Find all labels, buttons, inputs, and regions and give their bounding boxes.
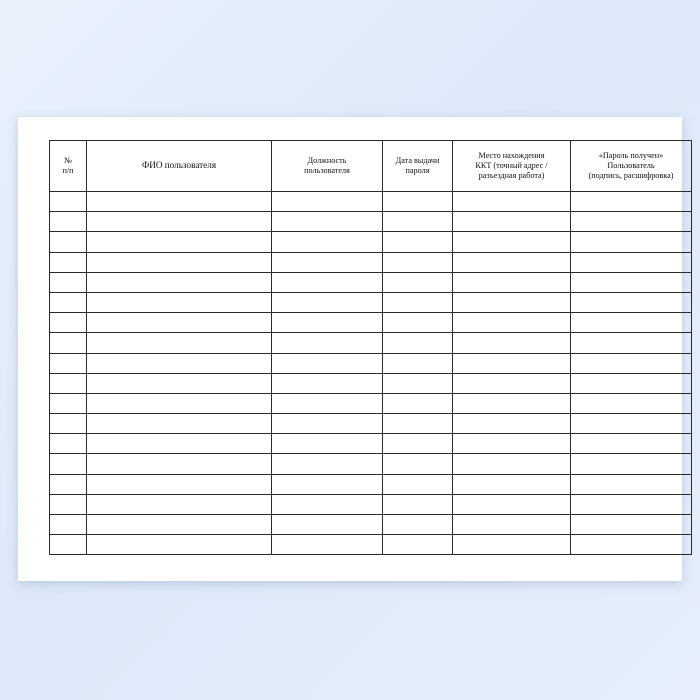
table-cell[interactable]: [383, 232, 453, 252]
table-cell[interactable]: [50, 232, 87, 252]
table-cell[interactable]: [87, 515, 272, 535]
table-cell[interactable]: [383, 373, 453, 393]
table-cell[interactable]: [571, 535, 692, 555]
column-header-full-name: ФИО пользователя: [87, 141, 272, 192]
table-cell[interactable]: [272, 212, 383, 232]
table-cell[interactable]: [571, 414, 692, 434]
table-cell[interactable]: [383, 292, 453, 312]
table-cell[interactable]: [383, 272, 453, 292]
table-cell[interactable]: [50, 373, 87, 393]
table-cell[interactable]: [87, 414, 272, 434]
table-cell[interactable]: [87, 272, 272, 292]
table-cell[interactable]: [272, 414, 383, 434]
table-cell[interactable]: [453, 494, 571, 514]
table-cell[interactable]: [87, 535, 272, 555]
table-row: [50, 474, 692, 494]
table-cell[interactable]: [453, 434, 571, 454]
table-cell[interactable]: [50, 454, 87, 474]
table-row: [50, 494, 692, 514]
table-row: [50, 333, 692, 353]
table-cell[interactable]: [383, 333, 453, 353]
table-row: [50, 393, 692, 413]
table-cell[interactable]: [453, 373, 571, 393]
table-cell[interactable]: [571, 434, 692, 454]
table-cell[interactable]: [383, 454, 453, 474]
table-cell[interactable]: [87, 373, 272, 393]
table-cell[interactable]: [571, 393, 692, 413]
table-cell[interactable]: [50, 434, 87, 454]
table-cell[interactable]: [50, 515, 87, 535]
table-row: [50, 192, 692, 212]
table-cell[interactable]: [453, 333, 571, 353]
table-cell[interactable]: [87, 212, 272, 232]
table-header: [50, 141, 692, 192]
table-cell[interactable]: [50, 333, 87, 353]
table-cell[interactable]: [383, 192, 453, 212]
table-row: [50, 515, 692, 535]
table-cell[interactable]: [272, 434, 383, 454]
table-cell[interactable]: [272, 292, 383, 312]
table-row: [50, 212, 692, 232]
table-cell[interactable]: [453, 192, 571, 212]
table-cell[interactable]: [453, 292, 571, 312]
table-cell[interactable]: [50, 535, 87, 555]
table-cell[interactable]: [571, 212, 692, 232]
table-cell[interactable]: [272, 454, 383, 474]
table-cell[interactable]: [87, 232, 272, 252]
table-cell[interactable]: [383, 535, 453, 555]
table-cell[interactable]: [383, 212, 453, 232]
table-cell[interactable]: [383, 434, 453, 454]
table-cell[interactable]: [50, 474, 87, 494]
table-cell[interactable]: [453, 212, 571, 232]
table-cell[interactable]: [272, 272, 383, 292]
table-cell[interactable]: [571, 454, 692, 474]
table-cell[interactable]: [383, 494, 453, 514]
table-cell[interactable]: [50, 353, 87, 373]
table-cell[interactable]: [571, 373, 692, 393]
table-cell[interactable]: [453, 414, 571, 434]
table-cell[interactable]: [50, 313, 87, 333]
table-cell[interactable]: [383, 393, 453, 413]
column-header-number: № п/п: [50, 141, 87, 192]
table-cell[interactable]: [272, 474, 383, 494]
table-header-row: [50, 141, 692, 192]
table-cell[interactable]: [453, 515, 571, 535]
column-header-issue-date: Дата выдачи пароля: [383, 141, 453, 192]
table-cell[interactable]: [272, 535, 383, 555]
table-cell[interactable]: [571, 494, 692, 514]
table-cell[interactable]: [453, 393, 571, 413]
table-cell[interactable]: [87, 393, 272, 413]
table-cell[interactable]: [87, 353, 272, 373]
table-cell[interactable]: [87, 292, 272, 312]
table-cell[interactable]: [272, 232, 383, 252]
table-cell[interactable]: [453, 535, 571, 555]
table-cell[interactable]: [383, 313, 453, 333]
table-row: [50, 252, 692, 272]
table-cell[interactable]: [87, 313, 272, 333]
table-row: [50, 353, 692, 373]
table-cell[interactable]: [272, 393, 383, 413]
table-cell[interactable]: [453, 454, 571, 474]
table-cell[interactable]: [272, 515, 383, 535]
table-cell[interactable]: [571, 333, 692, 353]
table-cell[interactable]: [571, 192, 692, 212]
table-cell[interactable]: [50, 272, 87, 292]
table-cell[interactable]: [272, 333, 383, 353]
table-cell[interactable]: [272, 252, 383, 272]
table-cell[interactable]: [272, 373, 383, 393]
table-row: [50, 292, 692, 312]
table-cell[interactable]: [383, 414, 453, 434]
table-cell[interactable]: [87, 192, 272, 212]
column-header-position: Должность пользователя: [272, 141, 383, 192]
table-row: [50, 313, 692, 333]
table-cell[interactable]: [571, 353, 692, 373]
table-cell[interactable]: [87, 454, 272, 474]
table-row: [50, 535, 692, 555]
table-cell[interactable]: [571, 474, 692, 494]
table-cell[interactable]: [87, 333, 272, 353]
table-cell[interactable]: [571, 272, 692, 292]
table-cell[interactable]: [87, 434, 272, 454]
table-cell[interactable]: [571, 232, 692, 252]
column-header-location: Место нахождения ККТ (точный адрес / разъездная работа): [453, 141, 571, 192]
table-row: [50, 232, 692, 252]
table-cell[interactable]: [50, 212, 87, 232]
register-table: [49, 140, 692, 555]
table-cell[interactable]: [571, 313, 692, 333]
table-cell[interactable]: [383, 515, 453, 535]
table-cell[interactable]: [87, 252, 272, 272]
table-row: [50, 272, 692, 292]
table-cell[interactable]: [272, 192, 383, 212]
table-cell[interactable]: [50, 414, 87, 434]
table-cell[interactable]: [383, 353, 453, 373]
table-row: [50, 414, 692, 434]
table-cell[interactable]: [383, 474, 453, 494]
column-header-password-received: «Пароль получен» Пользователь (подпись, расшифровка): [571, 141, 692, 192]
table-container: [49, 140, 674, 555]
table-cell[interactable]: [453, 232, 571, 252]
table-cell[interactable]: [272, 353, 383, 373]
table-cell[interactable]: [87, 474, 272, 494]
table-cell[interactable]: [272, 313, 383, 333]
table-row: [50, 434, 692, 454]
table-cell[interactable]: [383, 252, 453, 272]
table-cell[interactable]: [571, 515, 692, 535]
table-cell[interactable]: [571, 292, 692, 312]
table-row: [50, 373, 692, 393]
table-cell[interactable]: [272, 494, 383, 514]
document-sheet: [18, 117, 682, 581]
table-row: [50, 454, 692, 474]
table-cell[interactable]: [50, 192, 87, 212]
table-cell[interactable]: [87, 494, 272, 514]
table-cell[interactable]: [50, 292, 87, 312]
table-cell[interactable]: [453, 353, 571, 373]
table-cell[interactable]: [453, 474, 571, 494]
table-cell[interactable]: [50, 252, 87, 272]
table-cell[interactable]: [453, 313, 571, 333]
table-cell[interactable]: [50, 494, 87, 514]
table-body: [50, 192, 692, 555]
table-cell[interactable]: [50, 393, 87, 413]
table-cell[interactable]: [571, 252, 692, 272]
table-cell[interactable]: [453, 252, 571, 272]
table-cell[interactable]: [453, 272, 571, 292]
